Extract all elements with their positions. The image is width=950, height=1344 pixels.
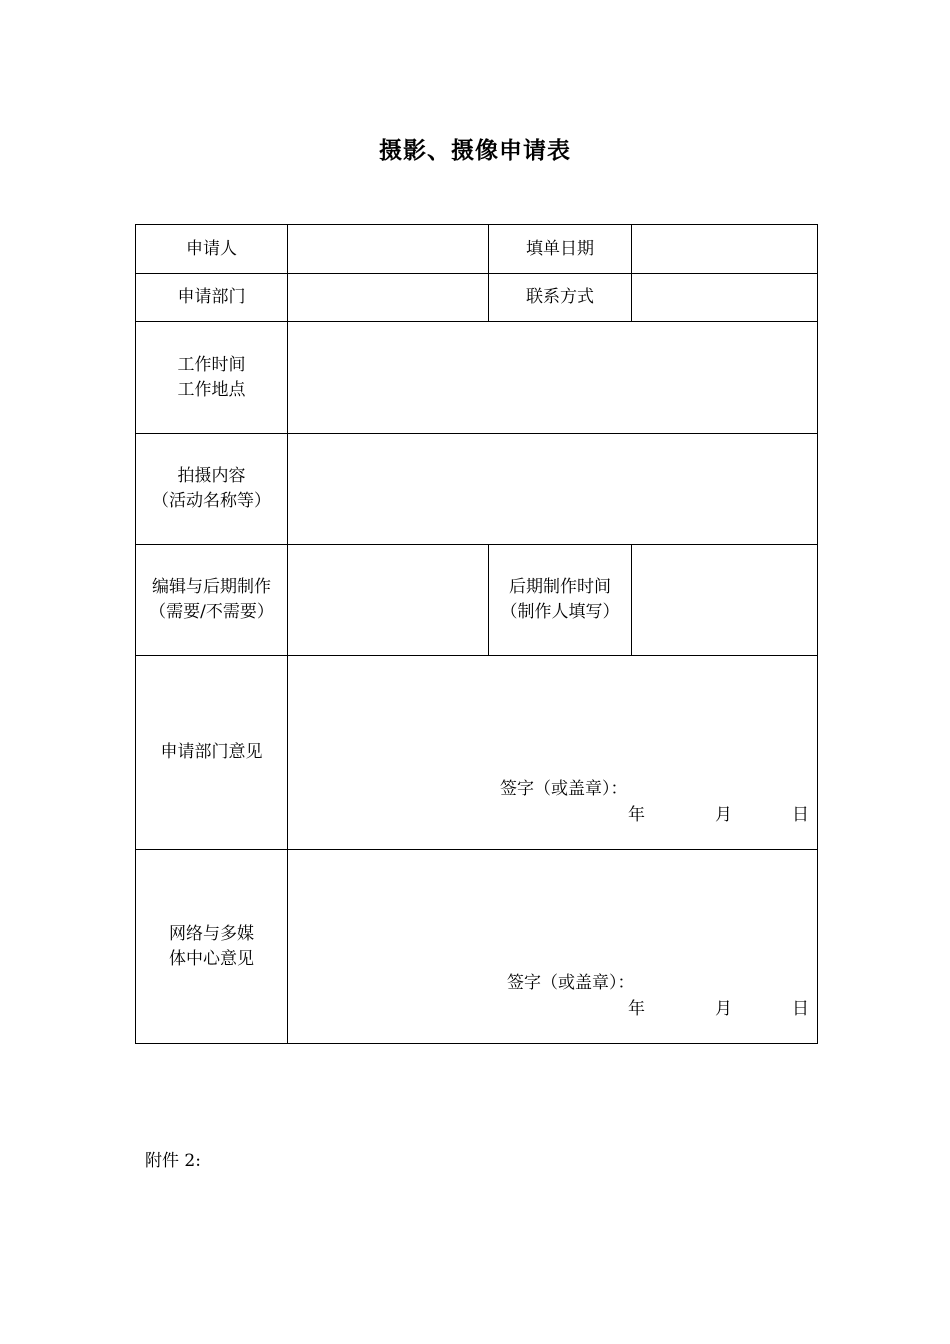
center-month-label: 月 (715, 999, 732, 1019)
post-time-label-cell (489, 545, 631, 655)
fill-date-label: 填单日期 (526, 238, 594, 259)
editing-note: （需要/不需要） (149, 602, 274, 622)
department-field[interactable] (288, 274, 488, 321)
center-year-label: 年 (628, 999, 645, 1019)
content-field[interactable] (288, 434, 817, 544)
content-label: 拍摄内容 (177, 466, 246, 486)
dept-opinion-label-cell (136, 656, 287, 849)
page-title: 摄影、摄像申请表 (379, 138, 571, 164)
contact-field[interactable] (632, 274, 817, 321)
dept-day-label: 日 (792, 805, 809, 825)
applicant-label-cell (136, 225, 287, 273)
post-time-field[interactable] (632, 545, 817, 655)
post-time-note: （制作人填写） (500, 602, 620, 622)
table-border-right (817, 224, 818, 1044)
work-time-label: 工作时间 (177, 354, 246, 375)
application-form-table (135, 224, 818, 1044)
dept-month-label: 月 (715, 805, 732, 825)
dept-year-label: 年 (628, 805, 645, 825)
content-note: （活动名称等） (152, 491, 271, 511)
dept-opinion-label: 申请部门意见 (160, 742, 263, 762)
network-center-label-line1: 网络与多媒 (169, 923, 254, 944)
editing-label-cell (136, 545, 287, 655)
dept-signature-label: 签字（或盖章）： (500, 779, 628, 799)
work-location-label: 工作地点 (177, 379, 246, 400)
network-center-opinion-field[interactable] (288, 850, 817, 1043)
table-border-bottom (135, 1043, 818, 1044)
fill-date-field[interactable] (632, 225, 817, 273)
contact-label: 联系方式 (526, 287, 594, 307)
attachment-label: 附件 2: (145, 1151, 201, 1171)
work-time-location-label-cell (136, 322, 287, 433)
network-center-label-cell (136, 850, 287, 1043)
contact-label-cell (489, 274, 631, 321)
center-day-label: 日 (792, 999, 809, 1019)
center-signature-label: 签字（或盖章）： (507, 973, 635, 993)
dept-opinion-field[interactable] (288, 656, 817, 849)
fill-date-label-cell (489, 225, 631, 273)
department-label-cell (136, 274, 287, 321)
editing-field[interactable] (288, 545, 488, 655)
applicant-label: 申请人 (186, 238, 237, 259)
content-label-cell (136, 434, 287, 544)
applicant-field[interactable] (288, 225, 488, 273)
editing-label: 编辑与后期制作 (152, 577, 271, 597)
work-time-location-field[interactable] (288, 322, 817, 433)
post-time-label: 后期制作时间 (509, 577, 611, 597)
network-center-label-line2: 体中心意见 (169, 948, 254, 969)
department-label: 申请部门 (177, 287, 246, 307)
